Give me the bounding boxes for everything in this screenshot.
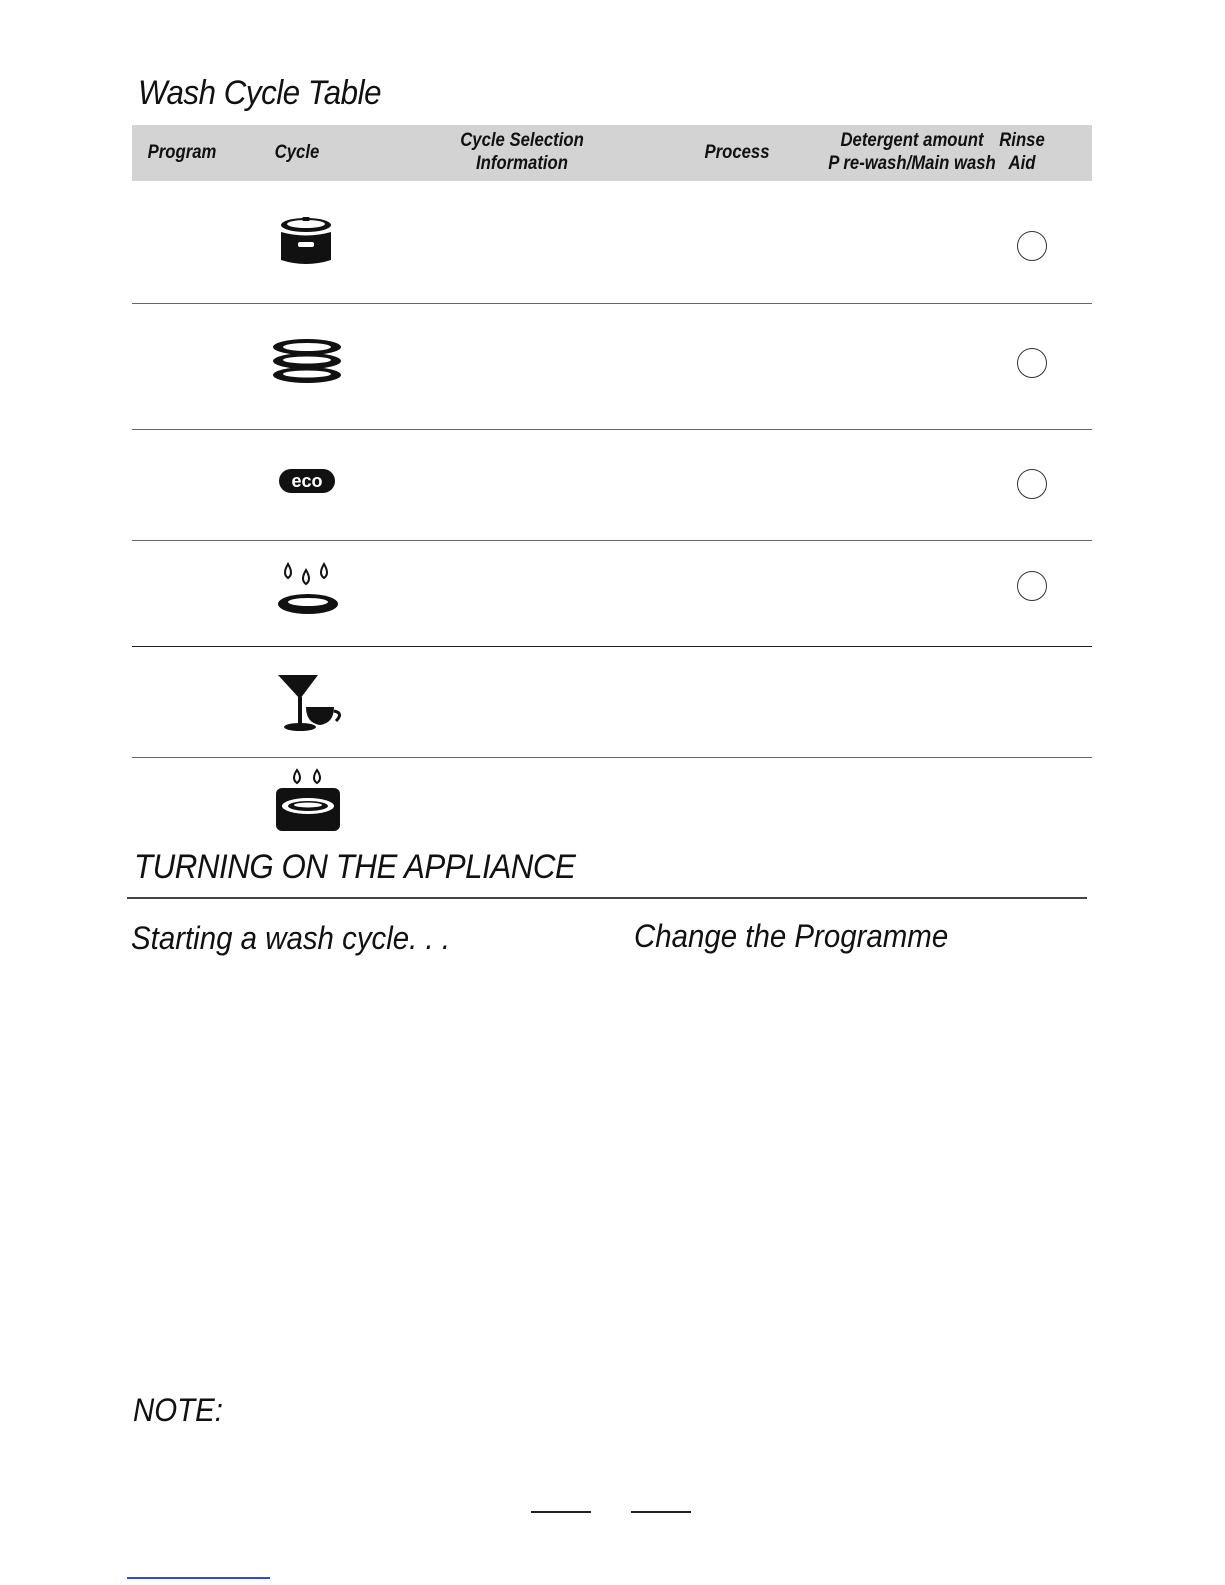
change-programme-heading: Change the Programme — [634, 918, 949, 954]
header-process: Process — [704, 142, 770, 163]
water-drops-plate-icon — [278, 562, 340, 618]
glass-and-cup-icon — [276, 673, 346, 733]
section-divider — [127, 897, 1087, 899]
header-detergent: Detergent amount P re-wash/Main wash — [828, 130, 996, 174]
stacked-plates-icon — [272, 338, 342, 386]
rinse-aid-indicator — [1017, 469, 1047, 499]
link-underline — [127, 1577, 270, 1579]
page-title: Wash Cycle Table — [138, 74, 382, 112]
eco-icon — [278, 468, 336, 494]
row-divider — [132, 646, 1092, 647]
footer-line — [531, 1511, 591, 1513]
header-rinse-aid: Rinse Aid — [999, 130, 1045, 174]
row-divider — [132, 540, 1092, 541]
header-cycle-selection: Cycle Selection Information — [460, 130, 584, 174]
rinse-aid-indicator — [1017, 571, 1047, 601]
rinse-aid-indicator — [1017, 231, 1047, 261]
soak-plate-icon — [275, 768, 341, 832]
section-title: TURNING ON THE APPLIANCE — [134, 848, 576, 886]
rinse-aid-indicator — [1017, 348, 1047, 378]
row-divider — [132, 429, 1092, 430]
pot-icon — [278, 216, 334, 268]
table-header — [132, 125, 1092, 181]
starting-wash-cycle-heading: Starting a wash cycle. . . — [131, 920, 451, 956]
row-divider — [132, 757, 1092, 758]
header-cycle: Cycle — [274, 142, 320, 163]
svg-text:eco: eco — [291, 471, 323, 491]
footer-line — [631, 1511, 691, 1513]
note-label: NOTE: — [133, 1392, 223, 1428]
header-program: Program — [147, 142, 217, 163]
row-divider — [132, 303, 1092, 304]
